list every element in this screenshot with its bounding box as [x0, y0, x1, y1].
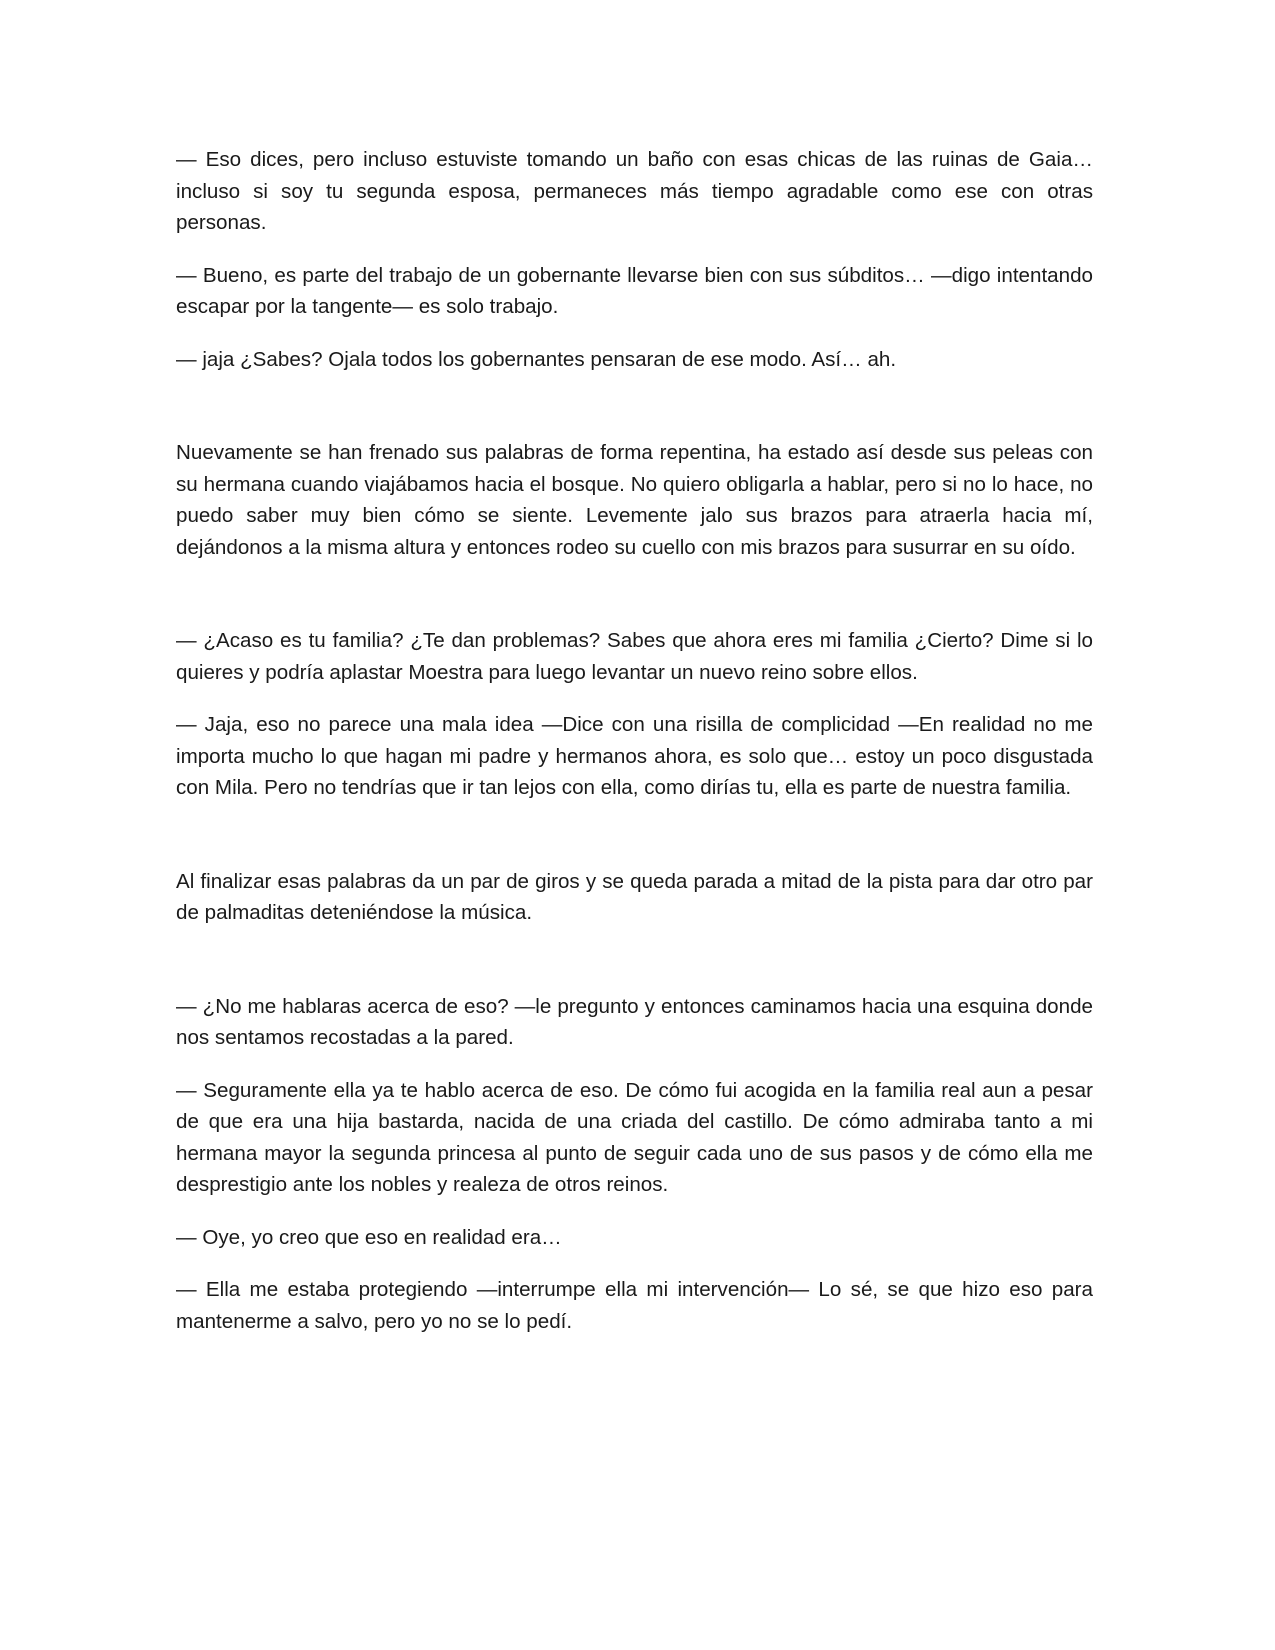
paragraph-dialogue: — Eso dices, pero incluso estuviste tomando un baño con esas chicas de las ruinas de Gaia… incluso si soy tu segunda esposa, permaneces más tiempo agradable como ese con otras personas.	[176, 148, 1093, 234]
paragraph-narration: Nuevamente se han frenado sus palabras de forma repentina, ha estado así desde sus peleas con su hermana cuando viajábamos hacia el bosque. No quiero obligarla a hablar, pero si no lo hace, no puedo saber muy bien cómo se siente. Levemente jalo sus brazos para atraerla hacia mí, dejándonos a la misma altura y entonces rodeo su cuello con mis brazos para susurrar en su oído.	[176, 441, 1093, 559]
paragraph-dialogue: — ¿No me hablaras acerca de eso? —le pregunto y entonces caminamos hacia una esquina donde nos sentamos recostadas a la pared.	[176, 994, 1093, 1049]
paragraph-dialogue: — Jaja, eso no parece una mala idea —Dice con una risilla de complicidad —En realidad no me importa mucho lo que hagan mi padre y hermanos ahora, es solo que… estoy un poco disgustada con Mila. Pero no tendrías que ir tan lejos con ella, como dirías tu, ella es parte de nuestra familia.	[176, 713, 1093, 799]
paragraph-dialogue: — Oye, yo creo que eso en realidad era…	[176, 1225, 562, 1249]
paragraph-dialogue: — Seguramente ella ya te hablo acerca de eso. De cómo fui acogida en la familia real aun a pesar de que era una hija bastarda, nacida de una criada del castillo. De cómo admiraba tanto a mi hermana mayor la segunda princesa al punto de seguir cada uno de sus pasos y de cómo ella me desprestigio ante los nobles y realeza de otros reinos.	[176, 1078, 1093, 1196]
document-body	[176, 144, 1093, 1337]
paragraph-dialogue: — jaja ¿Sabes? Ojala todos los gobernantes pensaran de ese modo. Así… ah.	[176, 347, 897, 371]
paragraph-narration: Al finalizar esas palabras da un par de giros y se queda parada a mitad de la pista para dar otro par de palmaditas deteniéndose la música.	[176, 869, 1093, 924]
paragraph-dialogue: — Bueno, es parte del trabajo de un gobernante llevarse bien con sus súbditos… —digo intentando escapar por la tangente— es solo trabajo.	[176, 263, 1093, 318]
paragraph-dialogue: — Ella me estaba protegiendo —interrumpe ella mi intervención— Lo sé, se que hizo eso para mantenerme a salvo, pero yo no se lo pedí.	[176, 1278, 1093, 1333]
paragraph-dialogue: — ¿Acaso es tu familia? ¿Te dan problemas? Sabes que ahora eres mi familia ¿Cierto? Dime si lo quieres y podría aplastar Moestra para luego levantar un nuevo reino sobre ellos.	[176, 629, 1093, 684]
